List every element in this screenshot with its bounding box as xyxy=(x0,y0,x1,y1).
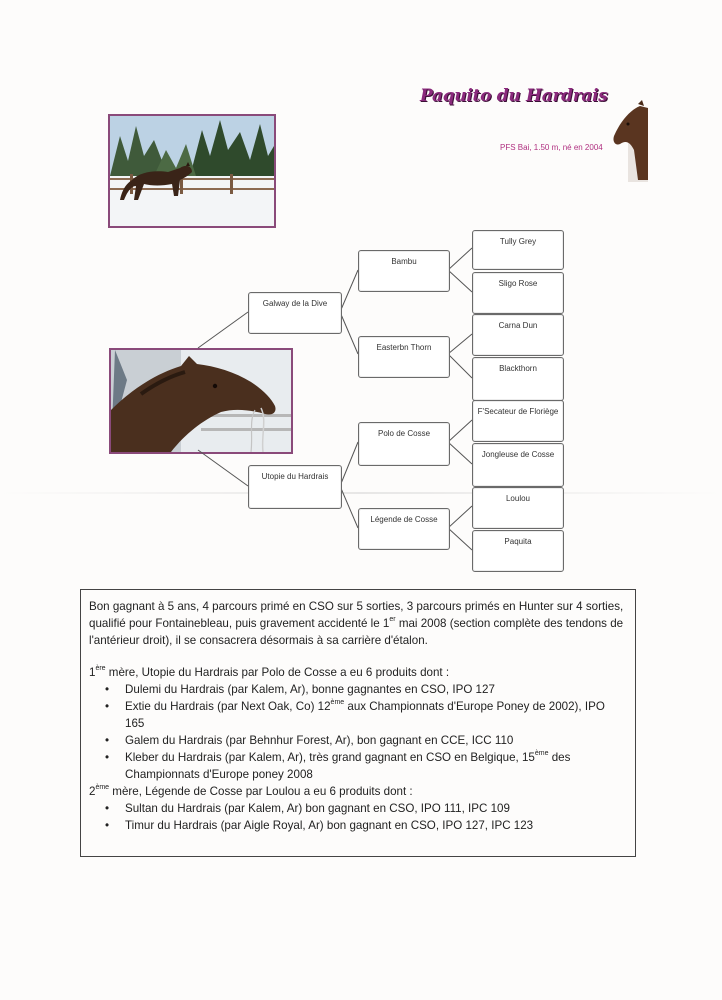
pedigree-great-grandparent-label: Loulou xyxy=(505,494,531,503)
first-dam-heading: 1ère mère, Utopie du Hardrais par Polo de Cosse a eu 6 produits dont : xyxy=(89,665,450,679)
pedigree-grandparent xyxy=(358,336,450,378)
pedigree-great-grandparent xyxy=(472,357,564,401)
second-dam-heading: 2ème mère, Légende de Cosse par Loulou a eu 6 produits dont : xyxy=(89,784,413,798)
pedigree-dam xyxy=(248,465,342,509)
pedigree-great-grandparent-label: F'Secateur de Floriège xyxy=(477,407,559,416)
pedigree-grandparent-label: Légende de Cosse xyxy=(370,515,438,524)
pedigree-sire-label: Galway de la Dive xyxy=(262,299,328,308)
pedigree-dam-label: Utopie du Hardrais xyxy=(261,472,329,481)
pedigree-great-grandparent-label: Carna Dun xyxy=(498,321,538,330)
pedigree-grandparent xyxy=(358,250,450,292)
pedigree-great-grandparent xyxy=(472,314,564,356)
pedigree-great-grandparent xyxy=(472,487,564,529)
list-item: • Sultan du Hardrais (par Kalem, Ar) bon gagnant en CSO, IPO 111, IPC 109 xyxy=(125,800,627,817)
pedigree-grandparent-label: Easterbn Thorn xyxy=(376,343,432,352)
pedigree-grandparent xyxy=(358,422,450,466)
list-item: • Kleber du Hardrais (par Kalem, Ar), très grand gagnant en CSO en Belgique, 15ème des Championnats d'Europe poney 2008 xyxy=(125,749,627,783)
list-item: • Extie du Hardrais (par Next Oak, Co) 12ème aux Championnats d'Europe Poney de 2002), IPO 165 xyxy=(125,698,627,732)
pedigree-great-grandparent-label: Jongleuse de Cosse xyxy=(481,450,555,459)
pedigree-grandparent xyxy=(358,508,450,550)
horse-subtitle: PFS Bai, 1.50 m, né en 2004 xyxy=(500,143,603,152)
pedigree-great-grandparent-label: Paquita xyxy=(504,537,532,546)
pedigree-grandparent-label: Polo de Cosse xyxy=(377,429,431,438)
horse-name-title: Paquito du Hardrais xyxy=(420,86,608,106)
list-item: • Galem du Hardrais (par Behnhur Forest, Ar), bon gagnant en CCE, ICC 110 xyxy=(125,732,627,749)
performance-description-box xyxy=(80,589,636,857)
pedigree-great-grandparent-label: Tully Grey xyxy=(499,237,537,246)
pedigree-great-grandparent-label: Sligo Rose xyxy=(498,279,538,288)
pedigree-great-grandparent-label: Blackthorn xyxy=(499,364,537,373)
pedigree-great-grandparent xyxy=(472,530,564,572)
second-dam-progeny-list xyxy=(89,800,627,834)
pedigree-grandparent-label: Bambu xyxy=(391,257,417,266)
pedigree-great-grandparent xyxy=(472,230,564,270)
pedigree-great-grandparent xyxy=(472,272,564,314)
pedigree-great-grandparent xyxy=(472,400,564,442)
pedigree-sire xyxy=(248,292,342,334)
list-item: • Dulemi du Hardrais (par Kalem, Ar), bonne gagnantes en CSO, IPO 127 xyxy=(125,681,627,698)
performance-paragraph: Bon gagnant à 5 ans, 4 parcours primé en CSO sur 5 sorties, 3 parcours primés en Hunter sur 4 sorties, qualifié pour Fontainebleau, puis gravement accidenté le 1er mai 2008 (section complète des tendons de l'antérieur droit), il se consacrera désormais à sa carrière d'étalon. xyxy=(89,600,624,647)
first-dam-progeny-list xyxy=(89,681,627,783)
pedigree-great-grandparent xyxy=(472,443,564,487)
list-item: • Timur du Hardrais (par Aigle Royal, Ar) bon gagnant en CSO, IPO 127, IPC 123 xyxy=(125,817,627,834)
